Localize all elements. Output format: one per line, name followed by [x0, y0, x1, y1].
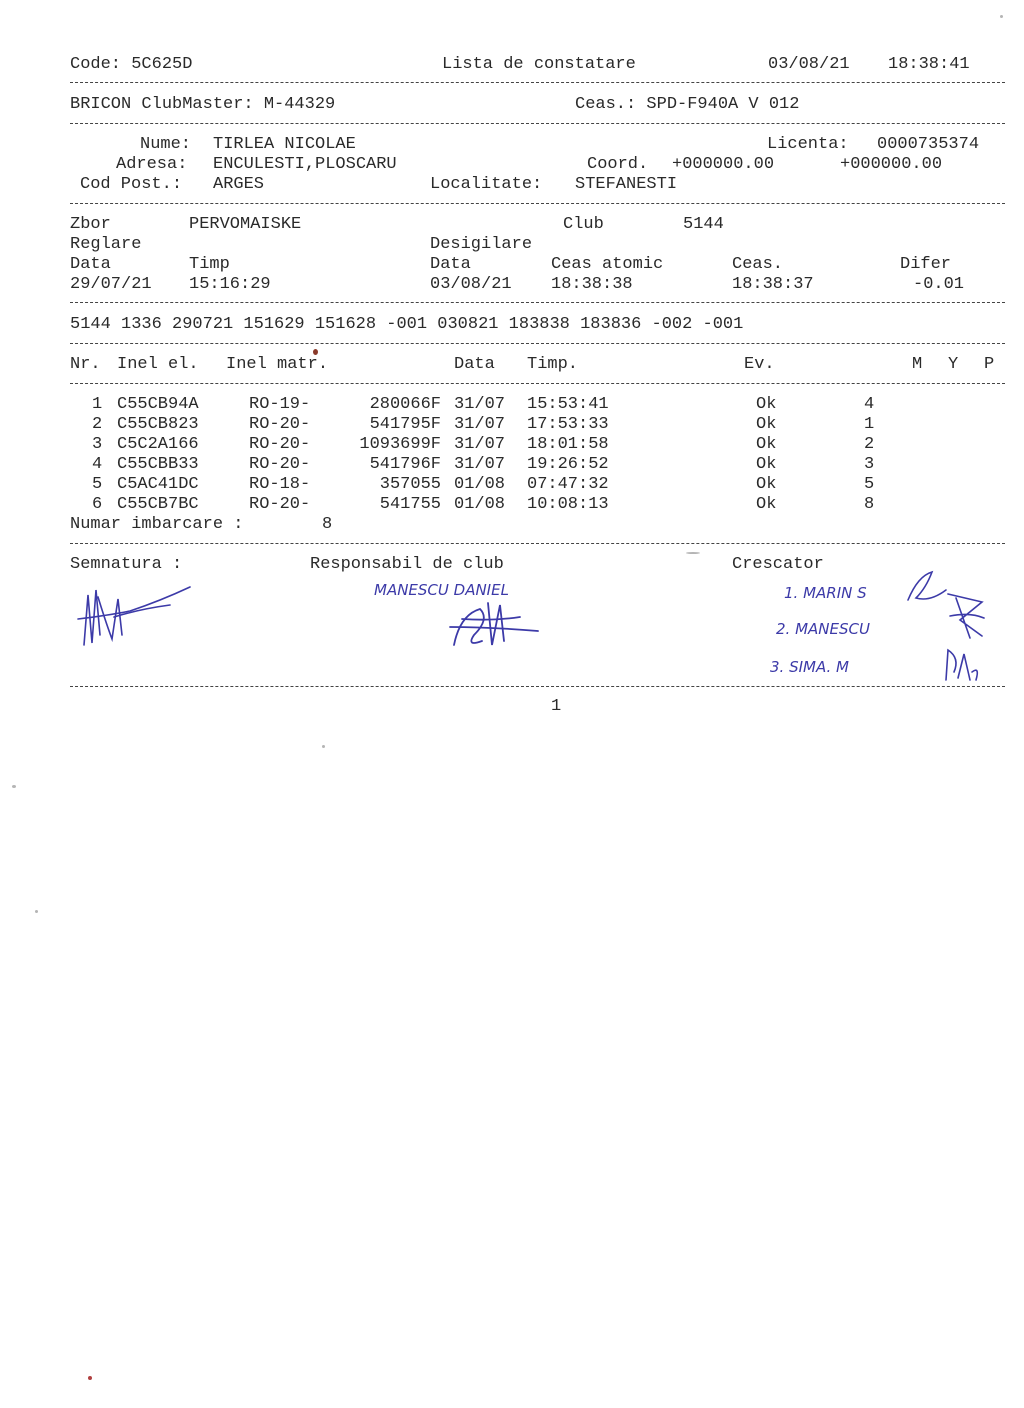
set-time: 15:16:29 [189, 275, 271, 294]
row-ring-series: RO-19- [249, 395, 311, 414]
row-nr: 2 [92, 415, 103, 434]
col-time: Timp. [527, 355, 579, 374]
coord-lon: +000000.00 [840, 155, 943, 174]
separator [70, 543, 1005, 544]
row-ring-el: C55CBB33 [117, 455, 199, 474]
row-ev: Ok [756, 415, 777, 434]
row-ring-number: 541795F [369, 415, 441, 434]
scan-speck [1000, 15, 1003, 18]
row-ring-series: RO-20- [249, 455, 311, 474]
row-ring-series: RO-20- [249, 415, 311, 434]
page-number: 1 [551, 697, 562, 716]
separator [70, 686, 1005, 687]
club-responsible-name: MANESCU DANIEL [374, 581, 509, 599]
row-ring-number: 541796F [369, 455, 441, 474]
document-code: Code: 5C625D [70, 55, 193, 74]
club-responsible-signature [370, 575, 590, 655]
row-ring-number: 1093699F [359, 435, 441, 454]
ink-speck [313, 349, 318, 355]
row-nr: 5 [92, 475, 103, 494]
breeder-signatures [760, 568, 1000, 688]
row-ev: Ok [756, 475, 777, 494]
row-nr: 3 [92, 435, 103, 454]
document-title: Lista de constatare [442, 55, 636, 74]
col-ev: Ev. [744, 355, 775, 374]
row-ring-number: 357055 [379, 475, 441, 494]
scan-speck [12, 785, 16, 788]
clock-id: Ceas.: SPD-F940A V 012 [575, 95, 800, 114]
unseal-label: Desigilare [430, 235, 533, 254]
address-label: Adresa: [116, 155, 188, 174]
row-time: 15:53:41 [527, 395, 609, 414]
breeder-label: Crescator [732, 555, 824, 574]
race-name: PERVOMAISKE [189, 215, 302, 234]
clock-code-line: 5144 1336 290721 151629 151628 -001 030821 183838 183836 -002 -001 [70, 315, 744, 334]
row-ring-series: RO-20- [249, 495, 311, 514]
separator [70, 383, 1005, 384]
row-position: 2 [864, 435, 875, 454]
coord-label: Coord. [587, 155, 649, 174]
header-date: 03/08/21 [768, 55, 850, 74]
row-date: 31/07 [454, 395, 506, 414]
row-date: 31/07 [454, 435, 506, 454]
owner-name: TIRLEA NICOLAE [213, 135, 356, 154]
row-ring-el: C5C2A166 [117, 435, 199, 454]
row-position: 4 [864, 395, 875, 414]
club-label: Club [563, 215, 604, 234]
row-ring-el: C55CB7BC [117, 495, 199, 514]
row-time: 19:26:52 [527, 455, 609, 474]
set-date-label: Data [70, 255, 111, 274]
row-date: 31/07 [454, 415, 506, 434]
col-m: M [912, 355, 923, 374]
separator [70, 203, 1005, 204]
breeder-2-name: 2. MANESCU [776, 620, 870, 638]
row-nr: 6 [92, 495, 103, 514]
col-p: P [984, 355, 995, 374]
unseal-date: 03/08/21 [430, 275, 512, 294]
clock-time: 18:38:37 [732, 275, 814, 294]
race-label: Zbor [70, 215, 111, 234]
row-ev: Ok [756, 495, 777, 514]
set-time-label: Timp [189, 255, 230, 274]
unseal-date-label: Data [430, 255, 471, 274]
scan-speck [35, 910, 38, 913]
postal-label: Cod Post.: [80, 175, 183, 194]
separator [70, 343, 1005, 344]
scan-speck [686, 552, 700, 554]
row-nr: 4 [92, 455, 103, 474]
row-position: 8 [864, 495, 875, 514]
row-position: 1 [864, 415, 875, 434]
license-number: 0000735374 [877, 135, 980, 154]
signature-label: Semnatura : [70, 555, 183, 574]
clubmaster-id: BRICON ClubMaster: M-44329 [70, 95, 336, 114]
row-date: 01/08 [454, 475, 506, 494]
breeder-1-name: 1. MARIN S [784, 584, 867, 602]
row-ring-el: C55CB94A [117, 395, 199, 414]
row-time: 18:01:58 [527, 435, 609, 454]
club-number: 5144 [683, 215, 724, 234]
row-time: 10:08:13 [527, 495, 609, 514]
col-y: Y [948, 355, 959, 374]
row-ring-number: 280066F [369, 395, 441, 414]
row-nr: 1 [92, 395, 103, 414]
locality-label: Localitate: [430, 175, 543, 194]
diff-label: Difer [900, 255, 952, 274]
atomic-clock-label: Ceas atomic [551, 255, 664, 274]
row-ev: Ok [756, 455, 777, 474]
club-responsible-label: Responsabil de club [310, 555, 504, 574]
license-label: Licenta: [767, 135, 849, 154]
row-time: 07:47:32 [527, 475, 609, 494]
header-time: 18:38:41 [888, 55, 970, 74]
locality-value: STEFANESTI [575, 175, 678, 194]
row-date: 01/08 [454, 495, 506, 514]
postal-value: ARGES [213, 175, 265, 194]
row-date: 31/07 [454, 455, 506, 474]
boarding-label: Numar imbarcare : [70, 515, 244, 534]
row-ring-el: C5AC41DC [117, 475, 199, 494]
row-ring-series: RO-18- [249, 475, 311, 494]
col-nr: Nr. [70, 355, 101, 374]
row-ring-number: 541755 [379, 495, 441, 514]
clock-diff: -0.01 [913, 275, 965, 294]
separator [70, 302, 1005, 303]
owner-address: ENCULESTI,PLOSCARU [213, 155, 397, 174]
coord-lat: +000000.00 [672, 155, 775, 174]
row-position: 5 [864, 475, 875, 494]
scan-speck [88, 1376, 92, 1380]
row-ev: Ok [756, 395, 777, 414]
name-label: Nume: [140, 135, 192, 154]
breeder-3-name: 3. SIMA. M [770, 658, 849, 676]
setting-label: Reglare [70, 235, 142, 254]
clock-label: Ceas. [732, 255, 784, 274]
owner-signature [70, 575, 200, 655]
col-ring-matr: Inel matr. [226, 355, 329, 374]
boarding-count: 8 [322, 515, 333, 534]
row-position: 3 [864, 455, 875, 474]
col-date: Data [454, 355, 495, 374]
row-time: 17:53:33 [527, 415, 609, 434]
set-date: 29/07/21 [70, 275, 152, 294]
separator [70, 82, 1005, 83]
row-ev: Ok [756, 435, 777, 454]
separator [70, 123, 1005, 124]
col-ring-el: Inel el. [117, 355, 199, 374]
row-ring-series: RO-20- [249, 435, 311, 454]
scan-speck [322, 745, 325, 748]
row-ring-el: C55CB823 [117, 415, 199, 434]
atomic-time: 18:38:38 [551, 275, 633, 294]
